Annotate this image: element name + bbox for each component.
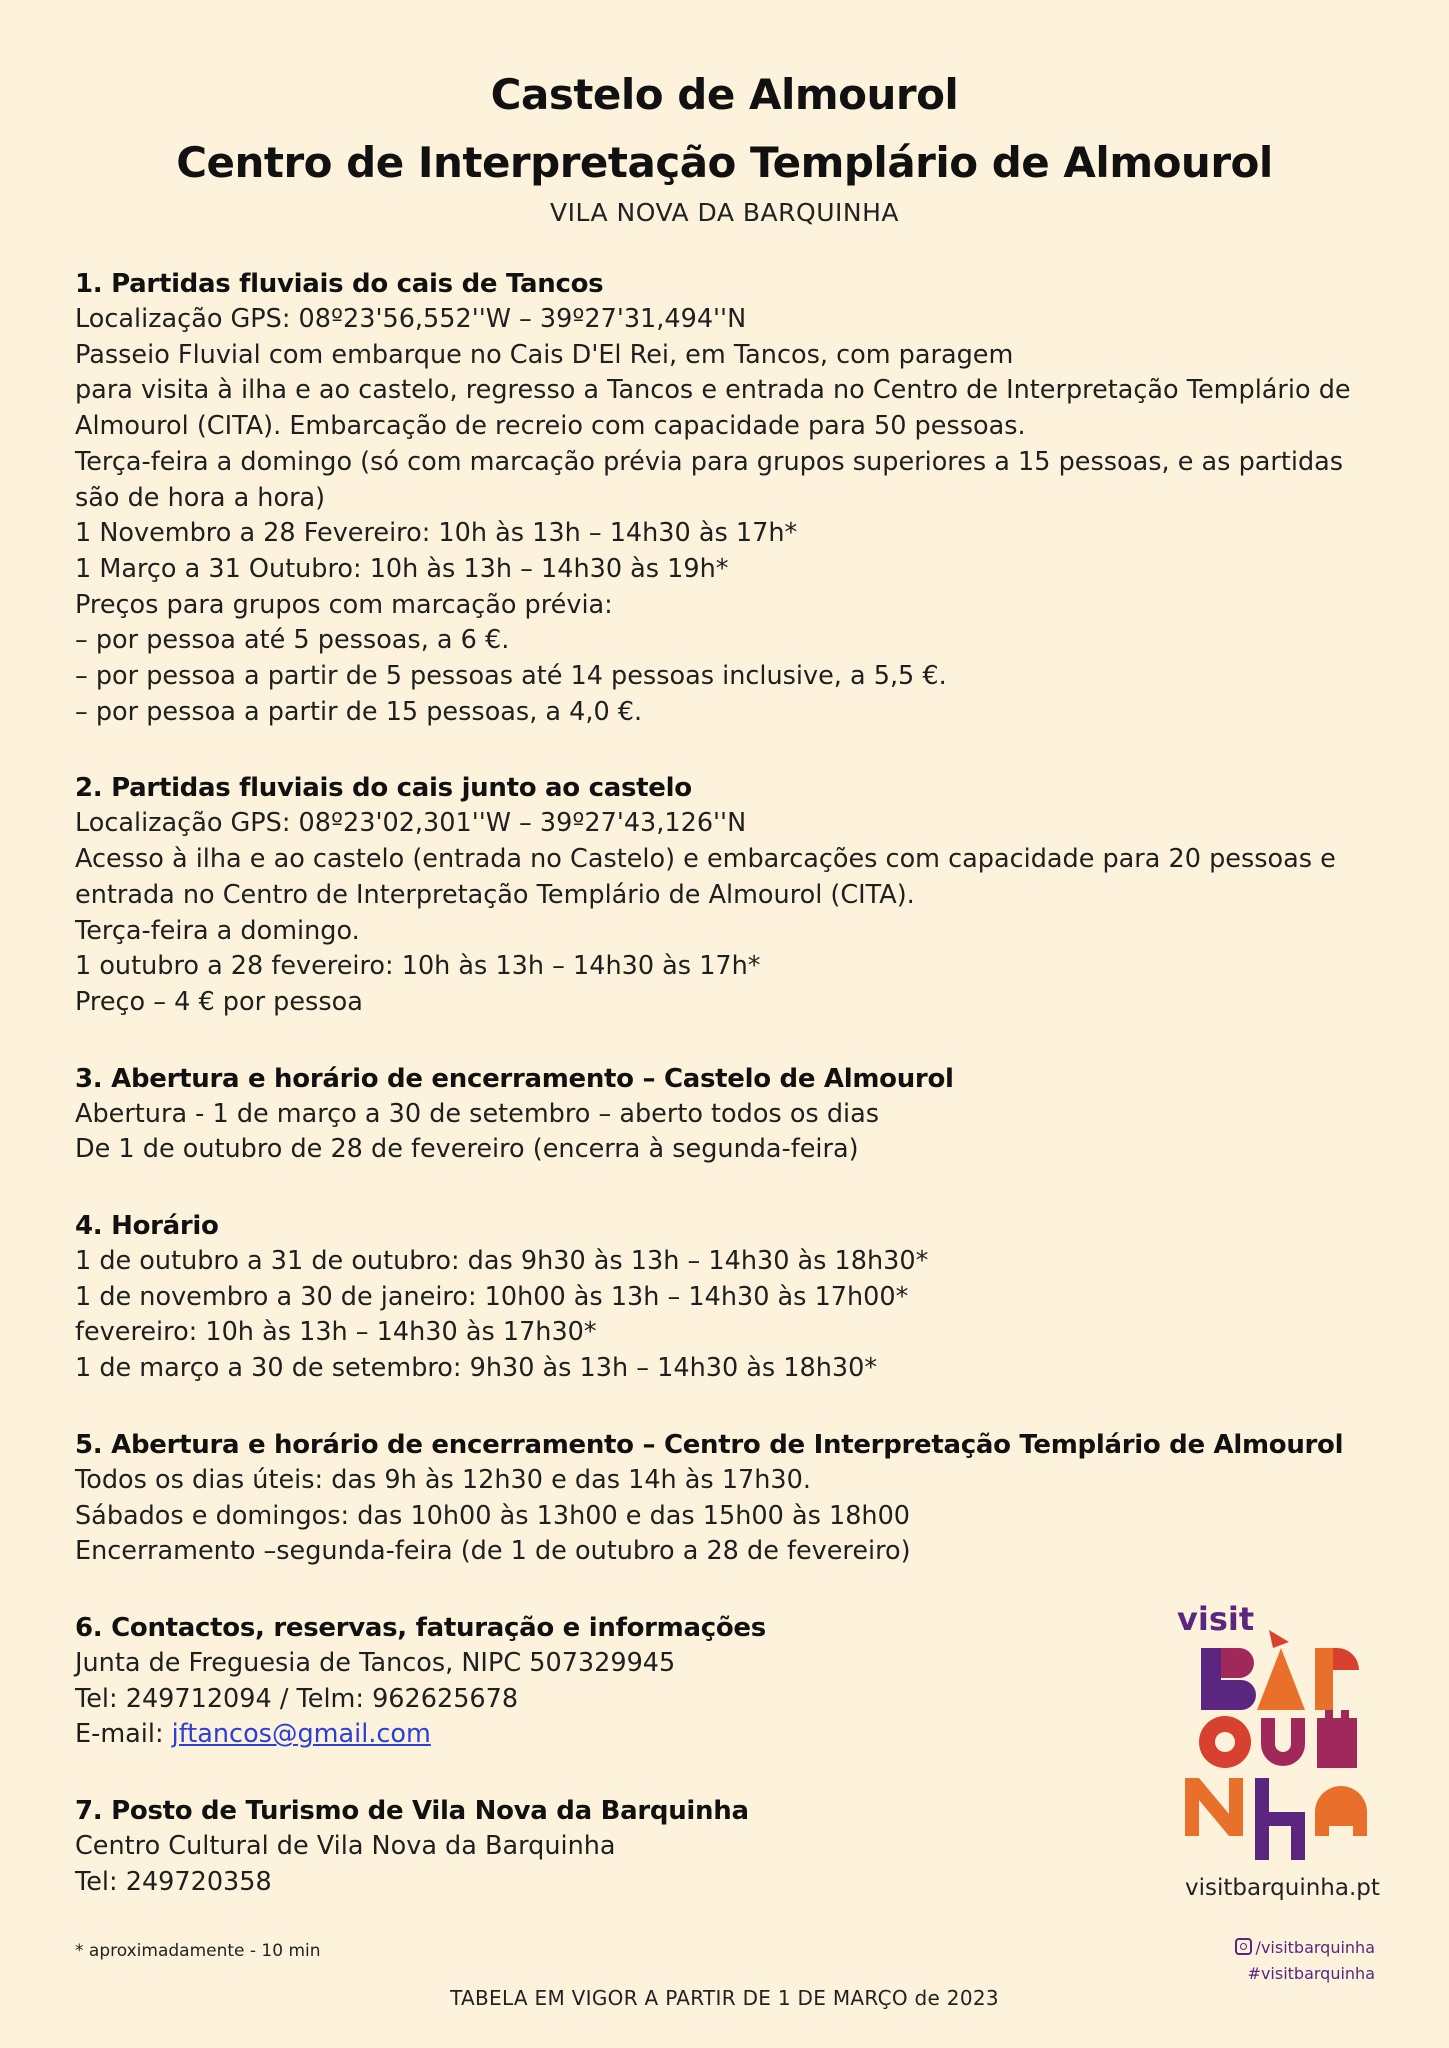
logo-letter-q-hole (1215, 1732, 1235, 1752)
section-1-line: 1 Março a 31 Outubro: 10h às 13h – 14h30 às 19h* (75, 553, 729, 584)
footnote: * aproximadamente - 10 min (75, 1941, 321, 1961)
logo-letter-a (1257, 1648, 1305, 1710)
section-5 (75, 1427, 1375, 1570)
section-5-line: Encerramento –segunda-feira (de 1 de outubro a 28 de fevereiro) (75, 1536, 911, 1567)
section-1-line: – por pessoa a partir de 5 pessoas até 14 pessoas inclusive, a 5,5 €. (75, 661, 947, 692)
section-1-line: Preços para grupos com marcação prévia: (75, 589, 613, 620)
logo-letter-h-bar (1269, 1812, 1291, 1826)
section-3-line: Abertura - 1 de março a 30 de setembro – aberto todos os dias (75, 1098, 879, 1129)
section-4-line: 1 de março a 30 de setembro: 9h30 às 13h – 14h30 às 18h30* (75, 1353, 878, 1384)
title-line-1: Castelo de Almourol (490, 70, 959, 119)
section-2-line: Preço – 4 € por pessoa (75, 986, 363, 1017)
section-1-line: 1 Novembro a 28 Fevereiro: 10h às 13h – 14h30 às 17h* (75, 518, 798, 549)
logo-letter-b-bowl-2 (1221, 1680, 1256, 1710)
section-3 (75, 1061, 1375, 1168)
section-2-line: Acesso à ilha e ao castelo (entrada no Castelo) e embarcações com capacidade para 20 pessoas e entrada no Centro de Interpretação Templário de Almourol (CITA). (75, 844, 1336, 910)
instagram-icon (1235, 1938, 1252, 1955)
logo-letter-h (1255, 1778, 1269, 1860)
hashtag: #visitbarquinha (1247, 1964, 1375, 1983)
section-1-line: – por pessoa a partir de 15 pessoas, a 4,0 €. (75, 696, 643, 727)
tourism-address: Centro Cultural de Vila Nova da Barquinha (75, 1831, 616, 1862)
logo-letter-h-right (1291, 1812, 1305, 1860)
section-5-line: Todos os dias úteis: das 9h às 12h30 e das 14h às 17h30. (75, 1464, 811, 1495)
contact-org: Junta de Freguesia de Tancos, NIPC 507329945 (75, 1647, 676, 1678)
section-1-line: Terça-feira a domingo (só com marcação prévia para grupos superiores a 15 pessoas, e as partidas são de hora a hora) (75, 446, 1344, 513)
section-1-title: 1. Partidas fluviais do cais de Tancos (75, 269, 604, 299)
logo-visit-text: visit (1177, 1600, 1255, 1638)
section-7-title: 7. Posto de Turismo de Vila Nova da Barquinha (75, 1796, 749, 1827)
section-4-line: fevereiro: 10h às 13h – 14h30 às 17h30* (75, 1317, 597, 1348)
section-3-line: De 1 de outubro de 28 de fevereiro (encerra à segunda-feira) (75, 1134, 859, 1165)
social-block (1230, 1935, 1375, 1987)
section-4-title: 4. Horário (75, 1211, 219, 1242)
section-5-line: Sábados e domingos: das 10h00 às 13h00 e das 15h00 às 18h00 (75, 1500, 911, 1531)
section-2 (75, 770, 1375, 1020)
footer: TABELA EM VIGOR A PARTIR DE 1 DE MARÇO de 2023 (450, 1986, 999, 2010)
section-2-title: 2. Partidas fluviais do cais junto ao castelo (75, 773, 692, 804)
section-6 (75, 1610, 1155, 1753)
logo-letter-i-tower (1317, 1710, 1357, 1768)
section-3-title: 3. Abertura e horário de encerramento – Castelo de Almourol (75, 1063, 954, 1094)
logo-letter-b (1201, 1648, 1221, 1710)
section-1-line: Passeio Fluvial com embarque no Cais D'El Rei, em Tancos, com paragem (75, 339, 1014, 370)
contact-email-row (75, 1717, 1155, 1753)
email-link[interactable]: jftancos@gmail.com (171, 1719, 431, 1750)
email-label: E-mail: (75, 1719, 172, 1750)
instagram-handle: /visitbarquinha (1255, 1938, 1375, 1957)
section-1-line: para visita à ilha e ao castelo, regresso a Tancos e entrada no Centro de Interpretação Templário de Almourol (CITA). Embarcação de recreio com capacidade para 50 pessoas. (75, 375, 1351, 442)
section-4-line: 1 de outubro a 31 de outubro: das 9h30 às 13h – 14h30 às 18h30* (75, 1246, 929, 1277)
logo-accent (1269, 1630, 1289, 1648)
visit-barquinha-logo (1165, 1590, 1380, 1880)
instagram-row[interactable] (1230, 1935, 1375, 1961)
subtitle: VILA NOVA DA BARQUINHA (550, 198, 899, 227)
section-4-line: 1 de novembro a 30 de janeiro: 10h00 às 13h – 14h30 às 17h00* (75, 1281, 909, 1312)
section-5-title: 5. Abertura e horário de encerramento – Centro de Interpretação Templário de Almourol (75, 1429, 1344, 1460)
logo-letter-r-arc (1333, 1648, 1359, 1670)
logo-letter-n (1185, 1778, 1243, 1836)
section-7 (75, 1793, 1155, 1900)
section-1-line: – por pessoa até 5 pessoas, a 6 €. (75, 625, 510, 656)
logo-letter-u (1261, 1718, 1305, 1766)
logo-letter-b-bowl (1221, 1648, 1254, 1678)
section-1 (75, 266, 1375, 730)
section-2-line: Localização GPS: 08º23'02,301''W – 39º27'43,126''N (75, 808, 747, 839)
section-4 (75, 1208, 1375, 1387)
section-6-title: 6. Contactos, reservas, faturação e informações (75, 1612, 766, 1643)
contact-phone: Tel: 249712094 / Telm: 962625678 (75, 1683, 519, 1714)
section-2-line: 1 outubro a 28 fevereiro: 10h às 13h – 14h30 às 17h* (75, 951, 761, 982)
logo-website: visitbarquinha.pt (1185, 1875, 1380, 1901)
title-line-2: Centro de Interpretação Templário de Almourol (176, 138, 1273, 187)
logo-letter-r (1315, 1648, 1333, 1710)
logo-letter-a-2 (1315, 1786, 1367, 1836)
tourism-phone: Tel: 249720358 (75, 1866, 272, 1897)
section-2-line: Terça-feira a domingo. (75, 915, 360, 946)
section-1-line: Localização GPS: 08º23'56,552''W – 39º27'31,494''N (75, 304, 747, 334)
